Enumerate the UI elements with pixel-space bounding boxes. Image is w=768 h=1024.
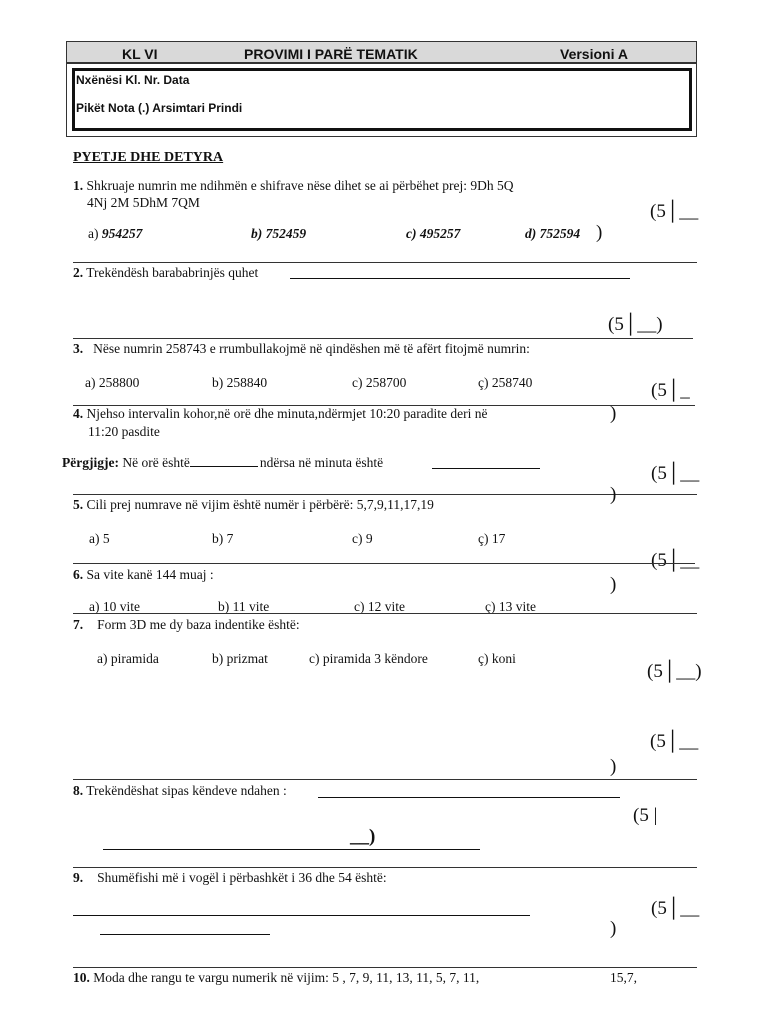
question-9: 9. Shumëfishi më i vogël i përbashkët i 36 dhe 54 është:	[73, 870, 387, 885]
question-3: 3. Nëse numrin 258743 e rrumbullakojmë në qindëshen më të afërt fitojmë numrin:	[73, 341, 530, 356]
q5-option-b: b) 7	[212, 531, 234, 546]
closing-paren: )	[596, 222, 603, 243]
score-box: (5│__	[650, 201, 699, 222]
closing-paren: )	[610, 403, 617, 424]
q3-option-c: c) 258700	[352, 375, 407, 390]
divider	[73, 494, 697, 495]
q6-option-c: c) 12 vite	[354, 599, 405, 614]
answer-line[interactable]	[100, 934, 270, 935]
q3-option-d: ç) 258740	[478, 375, 533, 390]
score-box-cont: __)	[350, 826, 376, 847]
q5-option-a: a) 5	[89, 531, 110, 546]
divider	[73, 262, 697, 263]
question-10: 10. Moda dhe rangu te vargu numerik në vijim: 5 , 7, 9, 11, 13, 11, 5, 7, 11,	[73, 970, 480, 985]
divider	[73, 563, 695, 564]
answer-line[interactable]	[103, 849, 480, 850]
q3-option-a: a) 258800	[85, 375, 140, 390]
divider	[73, 779, 697, 780]
q6-option-b: b) 11 vite	[218, 599, 270, 614]
question-10-tail: 15,7,	[610, 970, 637, 985]
answer-line[interactable]	[73, 915, 530, 916]
answer-row: Përgjigje: Në orë është ndërsa në minuta është	[62, 455, 384, 470]
question-7: 7. Form 3D me dy baza indentike është:	[73, 617, 300, 632]
q7-option-d: ç) koni	[478, 651, 516, 666]
exam-title: PROVIMI I PARË TEMATIK	[244, 46, 418, 62]
answer-line[interactable]	[318, 797, 620, 798]
q1-option-d: d) 752594	[525, 226, 581, 241]
question-1	[73, 178, 514, 194]
score-box: (5│__	[651, 898, 700, 919]
divider	[73, 867, 697, 868]
grading-info-line: Pikët Nota (.) Arsimtari Prindi	[76, 101, 243, 115]
divider	[73, 967, 697, 968]
question-2: 2. Trekëndësh barababrinjës quhet	[73, 265, 259, 280]
q7-option-b: b) prizmat	[212, 651, 268, 666]
question-6: 6. Sa vite kanë 144 muaj :	[73, 567, 214, 582]
closing-paren: )	[610, 756, 617, 777]
q1-option-b: b) 752459	[251, 226, 307, 241]
q1-option-c: c) 495257	[406, 226, 461, 241]
question-5: 5. Cili prej numrave në vijim është numër i përbërë: 5,7,9,11,17,19	[73, 497, 434, 512]
student-info-line: Nxënësi Kl. Nr. Data	[76, 73, 190, 87]
closing-paren: )	[610, 484, 617, 505]
q3-option-b: b) 258840	[212, 375, 268, 390]
hours-blank[interactable]	[190, 466, 258, 467]
q5-option-d: ç) 17	[478, 531, 506, 546]
score-box: (5│__	[650, 731, 699, 752]
question-text: Shkruaje numrin me ndihmën e shifrave nëse dihet se ai përbëhet prej: 9Dh 5Q	[83, 178, 514, 193]
question-8: 8. Trekëndëshat sipas këndeve ndahen :	[73, 783, 287, 798]
q7-option-c: c) piramida 3 këndore	[309, 651, 428, 666]
score-box: (5│__)	[647, 661, 702, 682]
score-box: (5│__	[651, 463, 700, 484]
answer-line[interactable]	[290, 278, 630, 279]
score-box: (5│__)	[608, 314, 663, 335]
q6-option-d: ç) 13 vite	[485, 599, 536, 614]
score-box: (5│_	[651, 380, 690, 401]
class-label: KL VI	[122, 46, 158, 62]
q5-option-c: c) 9	[352, 531, 373, 546]
question-4-text-cont: 11:20 pasdite	[88, 424, 160, 439]
question-4: 4. Njehso intervalin kohor,në orë dhe minuta,ndërmjet 10:20 paradite deri në	[73, 406, 488, 421]
q6-option-a: a) 10 vite	[89, 599, 140, 614]
minutes-blank[interactable]	[432, 468, 540, 469]
q7-option-a: a) piramida	[97, 651, 159, 666]
divider	[73, 613, 697, 614]
score-box: (5 |	[633, 805, 658, 826]
q1-option-a: a) 954257	[88, 226, 143, 241]
question-number: 1.	[73, 178, 84, 193]
section-title: PYETJE DHE DETYRA	[73, 150, 224, 165]
question-1-text-cont: 4Nj 2M 5DhM 7QM	[87, 195, 200, 210]
divider	[73, 338, 693, 339]
score-box: (5│__	[651, 550, 700, 571]
closing-paren: )	[610, 918, 617, 939]
closing-paren: )	[610, 574, 617, 595]
version-label: Versioni A	[560, 46, 628, 62]
